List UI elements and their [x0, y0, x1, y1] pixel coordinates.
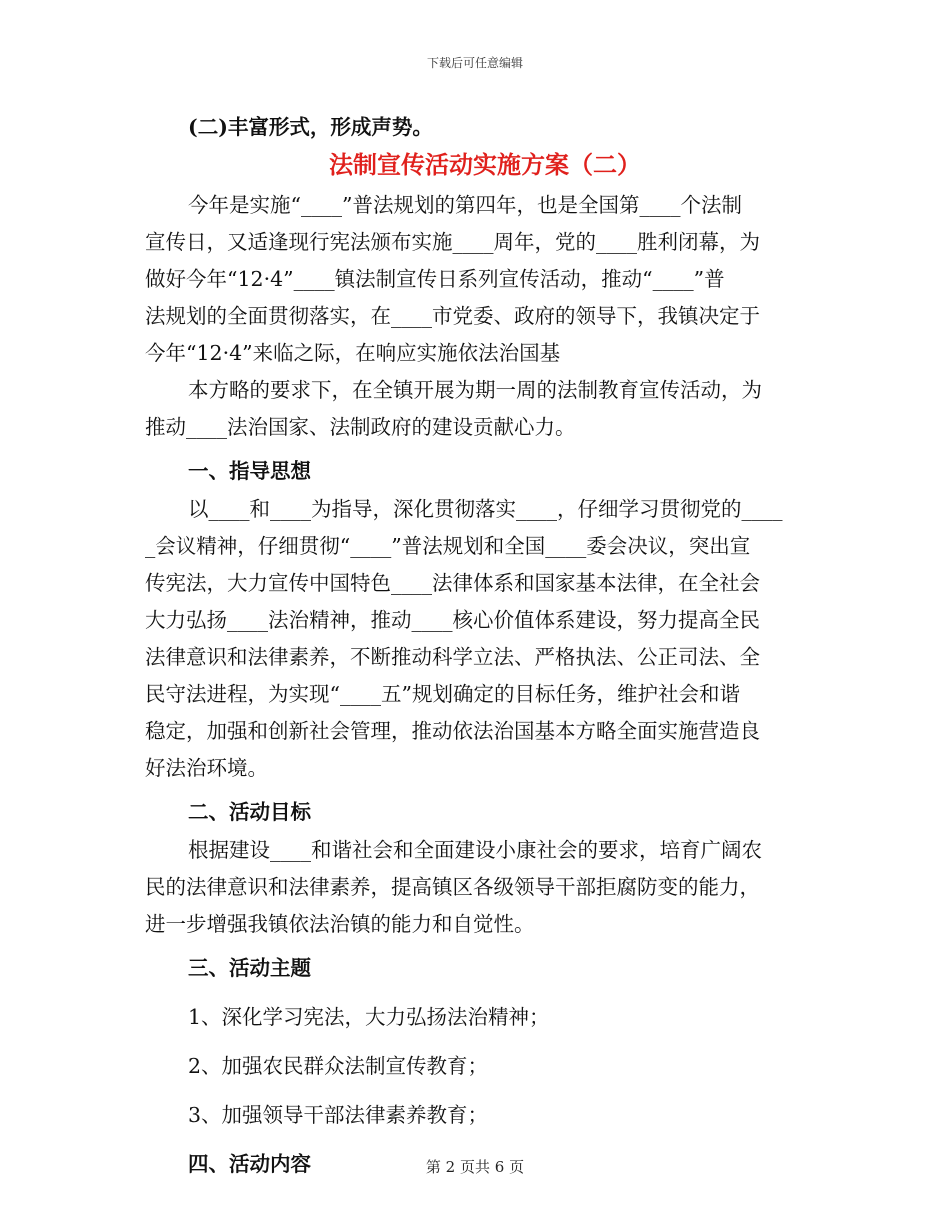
- document-title: 法制宣传活动实施方案（二）: [329, 150, 641, 179]
- list-item: 2、加强农民群众法制宣传教育；: [188, 1054, 489, 1078]
- section-heading-guiding-thought: 一、指导思想: [188, 459, 311, 483]
- intro-paragraph: [145, 187, 805, 372]
- page-number: 第 2 页共 6 页: [425, 1158, 525, 1176]
- list-item: 3、加强领导干部法律素养教育；: [188, 1103, 489, 1127]
- text-line: 根据建设____和谐社会和全面建设小康社会的要求，培育广阔农: [188, 838, 762, 862]
- text-line: 本方略的要求下，在全镇开展为期一周的法制教育宣传活动，为: [188, 378, 762, 402]
- section-activity-goals: [145, 832, 805, 943]
- section-heading-activity-content: 四、活动内容: [188, 1152, 311, 1176]
- text-line: 稳定，加强和创新社会管理，推动依法治国基本方略全面实施营造良: [145, 719, 760, 743]
- text-line: 民守法进程，为实现“____五”规划确定的目标任务，维护社会和谐: [145, 682, 740, 706]
- section-heading-activity-goals: 二、活动目标: [188, 800, 311, 824]
- text-line: 推动____法治国家、法制政府的建设贡献心力。: [145, 415, 576, 439]
- text-line: 宣传日，又适逢现行宪法颁布实施____周年，党的____胜利闭幕，为: [145, 230, 760, 254]
- text-line: 今年是实施“____”普法规划的第四年，也是全国第____个法制: [188, 193, 742, 217]
- section-activity-themes: [145, 999, 805, 1134]
- section-heading-activity-themes: 三、活动主题: [188, 956, 311, 980]
- header-note: 下载后可任意编辑: [426, 56, 523, 70]
- text-line: 今年“12·4”来临之际，在响应实施依法治国基: [145, 341, 561, 365]
- text-line: 传宪法，大力宣传中国特色____法律体系和国家基本法律，在全社会: [145, 571, 760, 595]
- text-line: 好法治环境。: [145, 756, 268, 780]
- section-guiding-thought: [145, 491, 805, 787]
- document-body: [145, 108, 805, 1184]
- text-line: _会议精神，仔细贯彻“____”普法规划和全国____委会决议，突出宣: [145, 534, 751, 558]
- prev-section-heading: (二)丰富形式，形成声势。: [188, 115, 433, 139]
- list-item: 1、深化学习宪法，大力弘扬法治精神；: [188, 1005, 550, 1029]
- text-line: 法律意识和法律素养，不断推动科学立法、严格执法、公正司法、全: [145, 645, 760, 669]
- text-line: 法规划的全面贯彻落实，在____市党委、政府的领导下，我镇决定于: [145, 304, 760, 328]
- text-line: 进一步增强我镇依法治镇的能力和自觉性。: [145, 912, 535, 936]
- text-line: 做好今年“12·4”____镇法制宣传日系列宣传活动，推动“____”普: [145, 267, 725, 291]
- intro-paragraph-2: [145, 372, 805, 446]
- text-line: 大力弘扬____法治精神，推动____核心价值体系建设，努力提高全民: [145, 608, 760, 632]
- text-line: 民的法律意识和法律素养，提高镇区各级领导干部拒腐防变的能力，: [145, 875, 760, 899]
- text-line: 以____和____为指导，深化贯彻落实____，仔细学习贯彻党的____: [188, 497, 783, 521]
